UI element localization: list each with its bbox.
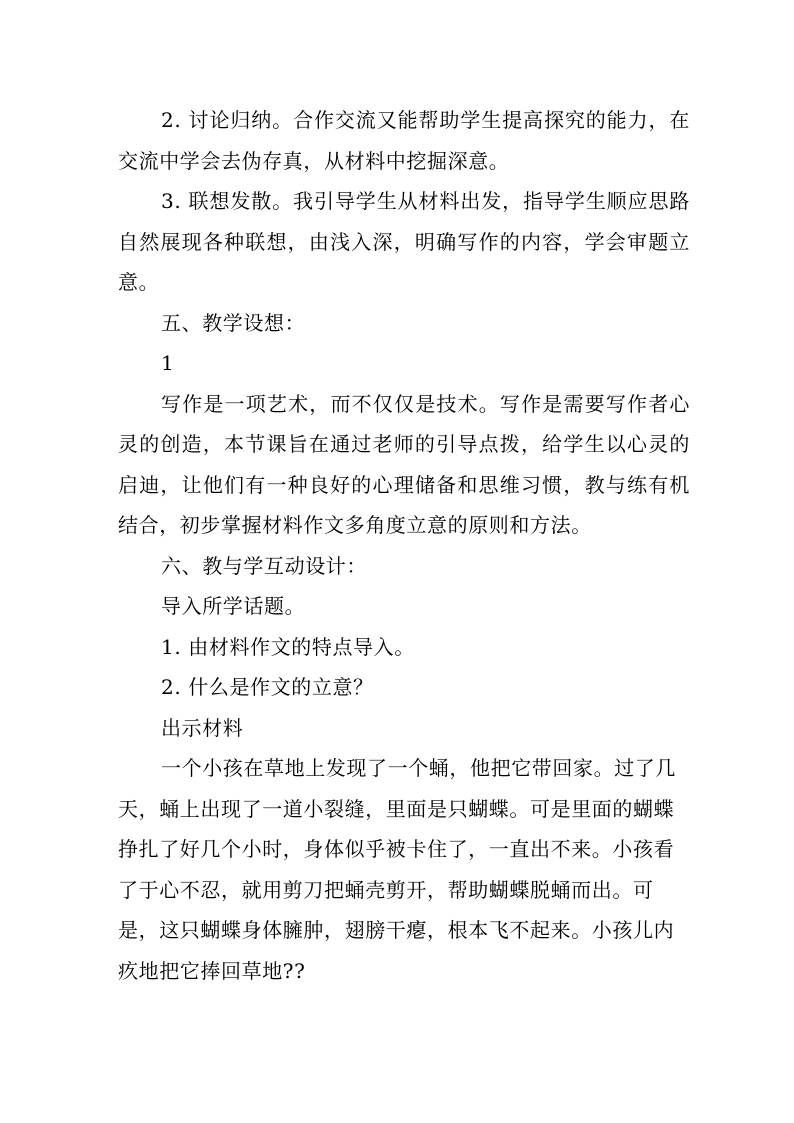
section-heading-teaching-concept: 五、教学设想：: [161, 310, 306, 335]
paragraph-writing-is-art: 写作是一项艺术，而不仅仅是技术。写作是需要写作者心灵的创造，本节课旨在通过老师的引导点拨，给学生以心灵的启迪，让他们有一种良好的心理储备和思维习惯，教与练有机结合，初步掌握材料作文多角度立意的原则和方法。: [118, 391, 690, 537]
section-heading-interaction-design: 六、教与学互动设计：: [161, 553, 367, 578]
document-body: [118, 100, 690, 991]
paragraph-show-material: 出示材料: [161, 715, 244, 740]
paragraph-association-divergence: 3. 联想发散。我引导学生从材料出发，指导学生顺应思路自然展现各种联想，由浅入深，明确写作的内容，学会审题立意。: [118, 189, 690, 294]
list-item-what-is-essay-theme: 2. 什么是作文的立意？: [161, 675, 374, 699]
page-number-marker: 1: [161, 351, 175, 375]
paragraph-discussion-summary: 2. 讨论归纳。合作交流又能帮助学生提高探究的能力，在交流中学会去伪存真，从材料中挖掘深意。: [118, 108, 690, 173]
paragraph-introduce-topic: 导入所学话题。: [161, 594, 306, 618]
paragraph-butterfly-story: 一个小孩在草地上发现了一个蛹，他把它带回家。过了几天，蛹上出现了一道小裂缝，里面是只蝴蝶。可是里面的蝴蝶挣扎了好几个小时，身体似乎被卡住了，一直出不来。小孩看了于心不忍，就用剪刀把蛹壳剪开，帮助蝴蝶脱蛹而出。可是，这只蝴蝶身体臃肿，翅膀干瘪，根本飞不起来。小孩儿内疚地把它捧回草地??: [118, 756, 676, 983]
list-item-material-essay-intro: 1. 由材料作文的特点导入。: [161, 634, 415, 659]
